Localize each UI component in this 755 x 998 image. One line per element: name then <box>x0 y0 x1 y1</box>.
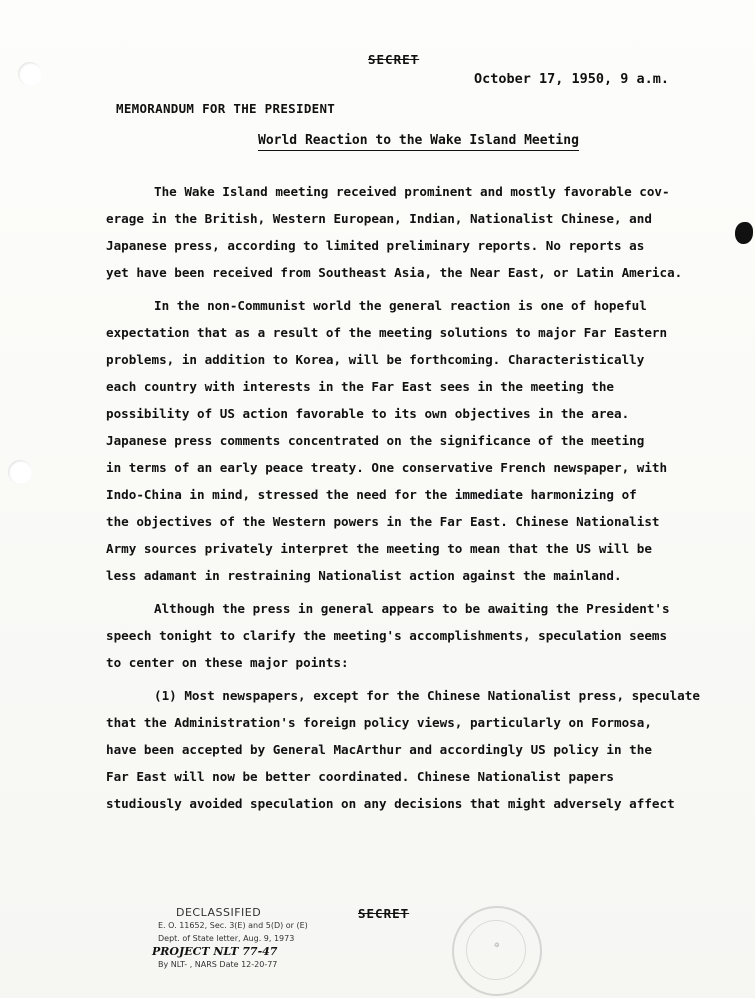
body-line: problems, in addition to Korea, will be forthcoming. Characteristically <box>106 352 645 367</box>
punch-hole <box>8 460 32 484</box>
memo-subject: World Reaction to the Wake Island Meeting <box>258 133 579 151</box>
body-line: Army sources privately interpret the meeting to mean that the US will be <box>106 541 652 556</box>
memo-body <box>106 178 746 817</box>
body-line: Japanese press, according to limited preliminary reports. No reports as <box>106 238 645 253</box>
authorization-line: By NLT- , NARS Date 12-20-77 <box>158 960 278 969</box>
body-line: possibility of US action favorable to its own objectives in the area. <box>106 406 630 421</box>
body-line: Japanese press comments concentrated on the significance of the meeting <box>106 433 645 448</box>
dateline: October 17, 1950, 9 a.m. <box>474 71 670 87</box>
dept-letter-line: Dept. of State letter, Aug. 9, 1973 <box>158 934 295 943</box>
body-line: In the non-Communist world the general reaction is one of hopeful <box>154 298 647 313</box>
body-line: yet have been received from Southeast Asia, the Near East, or Latin America. <box>106 265 683 280</box>
body-line: The Wake Island meeting received prominent and mostly favorable cov- <box>154 184 670 199</box>
body-line: less adamant in restraining Nationalist action against the mainland. <box>106 568 622 583</box>
memo-recipient: MEMORANDUM FOR THE PRESIDENT <box>116 101 336 116</box>
classification-marking-bottom: SECRET <box>358 906 410 921</box>
body-line: that the Administration's foreign policy views, particularly on Formosa, <box>106 715 652 730</box>
body-line: expectation that as a result of the meeting solutions to major Far Eastern <box>106 325 668 340</box>
project-number: PROJECT NLT 77-47 <box>152 945 278 958</box>
executive-order-line: E. O. 11652, Sec. 3(E) and 5(D) or (E) <box>158 921 308 930</box>
seal-icon: ❂ <box>494 942 500 949</box>
declassified-label: DECLASSIFIED <box>176 906 262 919</box>
body-line: in terms of an early peace treaty. One conservative French newspaper, with <box>106 460 668 475</box>
body-line: have been accepted by General MacArthur and accordingly US policy in the <box>106 742 652 757</box>
punch-hole <box>18 62 42 86</box>
declassification-stamp <box>152 906 308 971</box>
body-line: Indo-China in mind, stressed the need for the immediate harmonizing of <box>106 487 637 502</box>
body-line: speech tonight to clarify the meeting's accomplishments, speculation seems <box>106 628 668 643</box>
library-seal-stamp <box>452 906 542 996</box>
body-line: Far East will now be better coordinated. Chinese Nationalist papers <box>106 769 614 784</box>
body-line: the objectives of the Western powers in the Far East. Chinese Nationalist <box>106 514 660 529</box>
body-line: erage in the British, Western European, Indian, Nationalist Chinese, and <box>106 211 652 226</box>
body-line: Although the press in general appears to be awaiting the President's <box>154 601 670 616</box>
body-line: each country with interests in the Far East sees in the meeting the <box>106 379 614 394</box>
body-line: to center on these major points: <box>106 655 349 670</box>
body-line: studiously avoided speculation on any decisions that might adversely affect <box>106 796 675 811</box>
classification-marking-top: SECRET <box>368 52 420 67</box>
body-line: (1) Most newspapers, except for the Chinese Nationalist press, speculate <box>154 688 700 703</box>
